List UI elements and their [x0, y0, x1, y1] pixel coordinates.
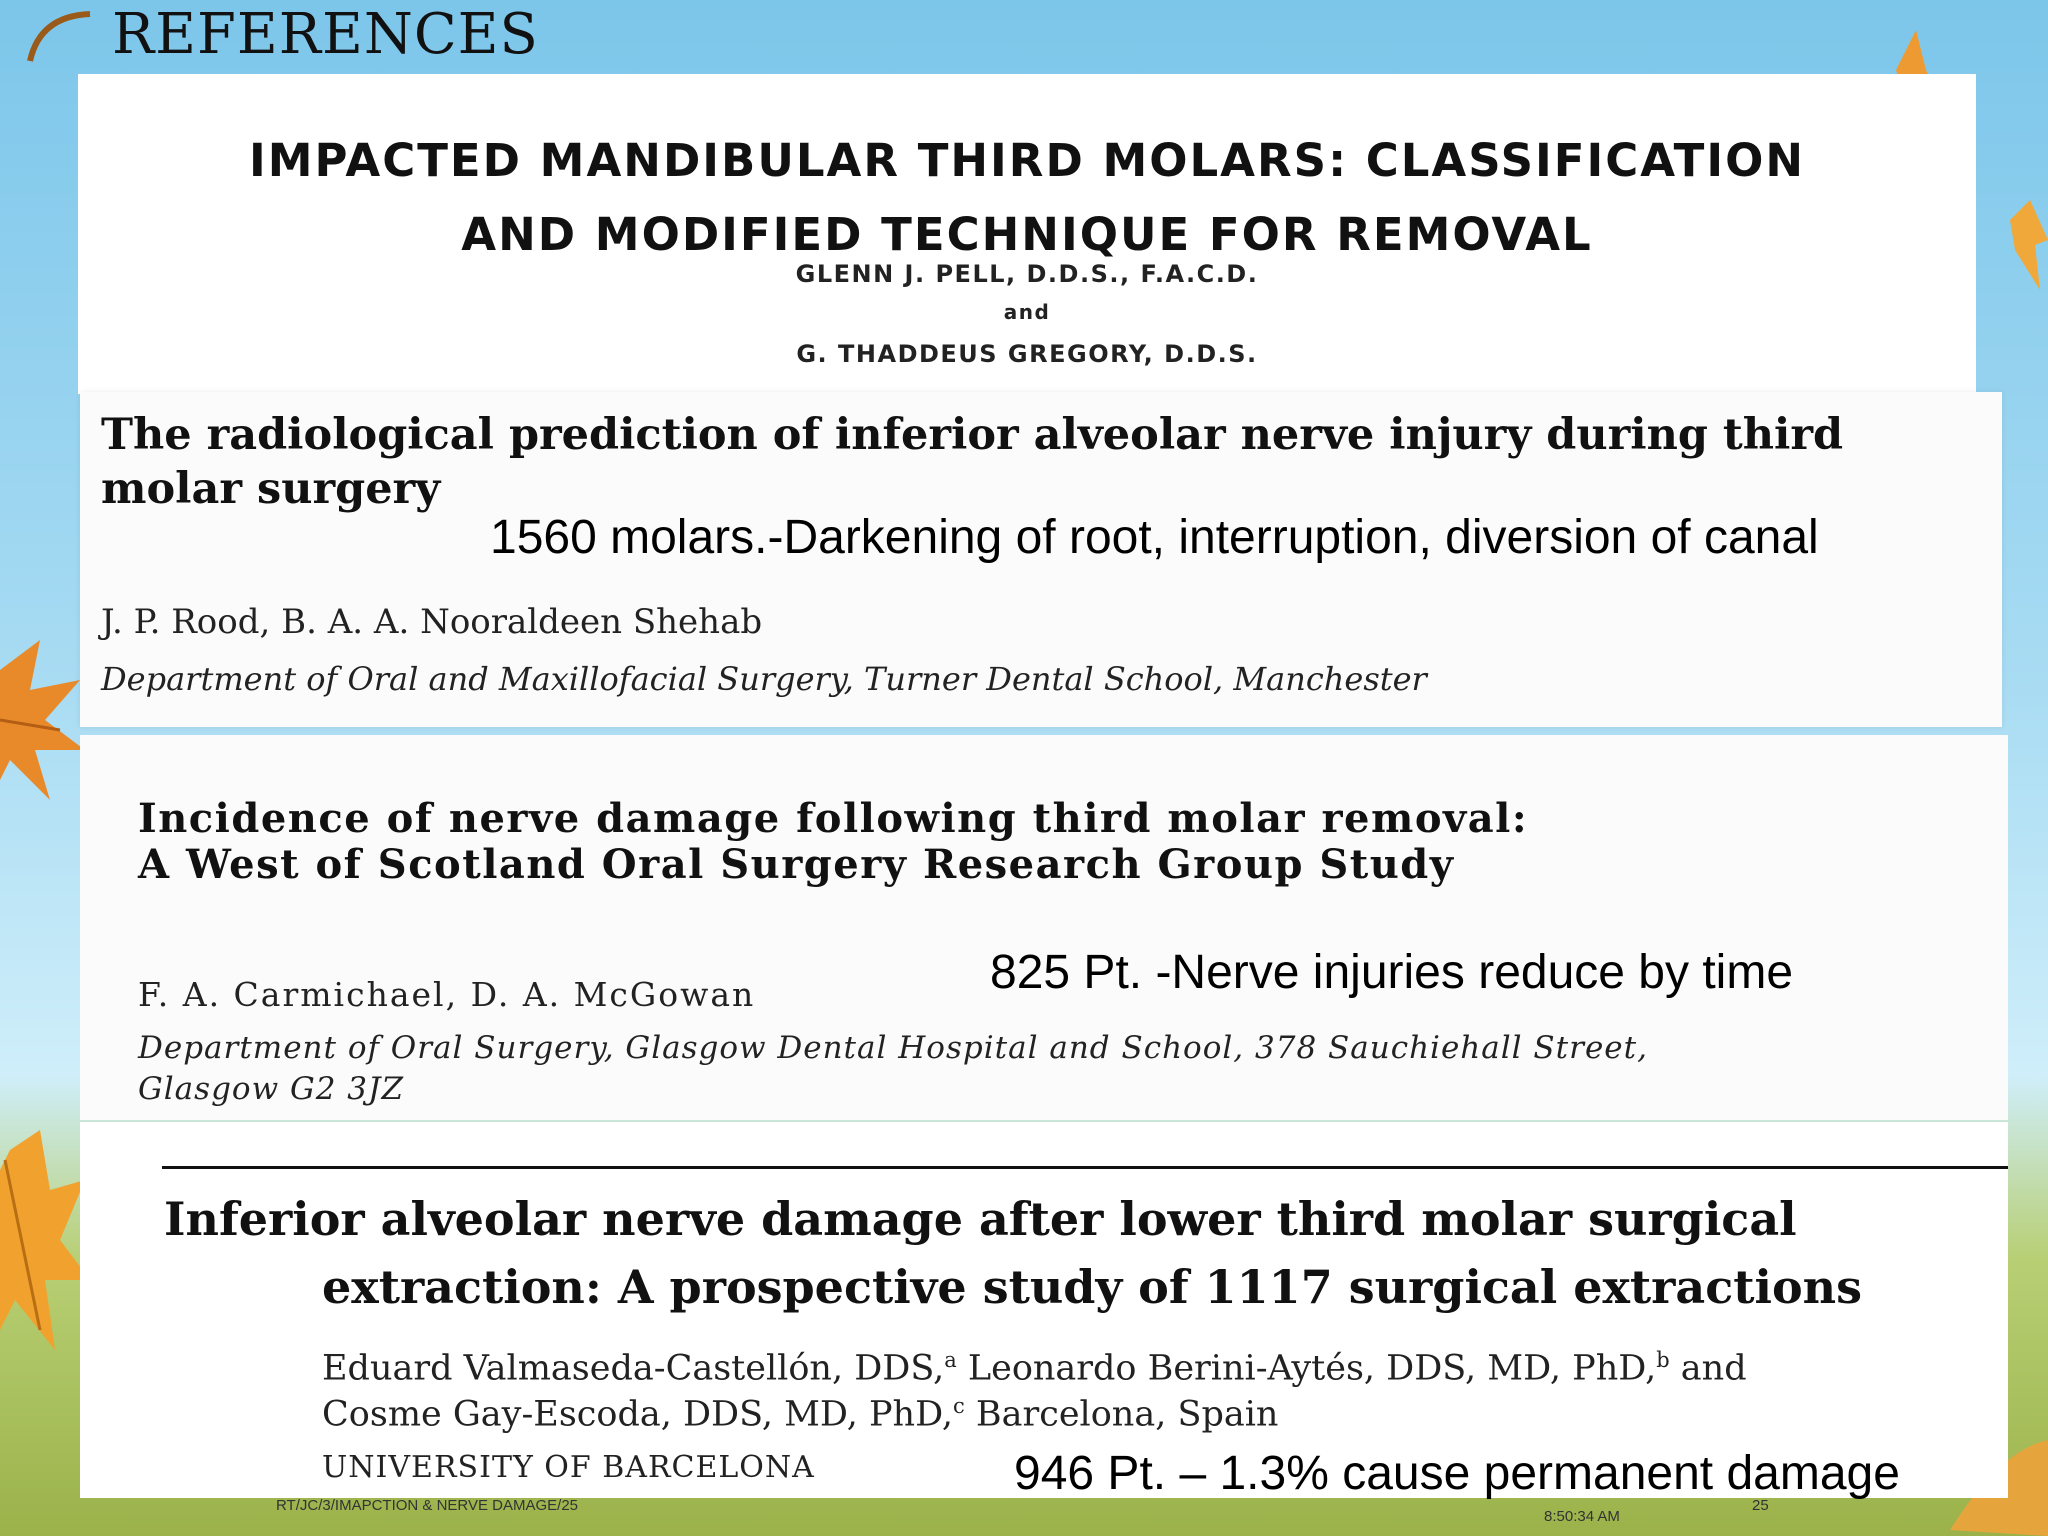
reference-1-title-line-2: AND MODIFIED TECHNIQUE FOR REMOVAL [461, 208, 1593, 261]
reference-3-authors: F. A. Carmichael, D. A. McGowan [138, 975, 756, 1014]
reference-1-author-2: G. THADDEUS GREGORY, D.D.S. [796, 340, 1258, 368]
reference-4-institution: UNIVERSITY OF BARCELONA [322, 1450, 815, 1485]
reference-1-and: and [1003, 300, 1051, 324]
reference-2-authors: J. P. Rood, B. A. A. Nooraldeen Shehab [101, 602, 763, 642]
reference-2-title-line-2: molar surgery [101, 464, 441, 514]
reference-4-authors-line-2: Cosme Gay-Escoda, DDS, MD, PhD,$^c$ Barcelona, Spain [322, 1394, 1279, 1435]
reference-2-note: 1560 molars.-Darkening of root, interruption, diversion of canal [490, 511, 1819, 564]
leaf-top-left-decoration [20, 6, 100, 66]
reference-2-title-line-1: The radiological prediction of inferior alveolar nerve injury during third [101, 410, 1844, 460]
reference-3-title-line-1: Incidence of nerve damage following third molar removal: [138, 795, 1529, 842]
leaf-left-decoration [0, 640, 90, 810]
reference-3-affiliation-line-1: Department of Oral Surgery, Glasgow Dental Hospital and School, 378 Sauchiehall Street, [138, 1030, 1648, 1066]
reference-1-author-1: GLENN J. PELL, D.D.S., F.A.C.D. [795, 260, 1259, 288]
reference-4-top-rule [162, 1166, 2008, 1169]
reference-3-title-line-2: A West of Scotland Oral Surgery Research Group Study [138, 841, 1455, 888]
reference-4-title-line-1: Inferior alveolar nerve damage after lower third molar surgical [164, 1192, 1797, 1246]
reference-2-affiliation: Department of Oral and Maxillofacial Surgery, Turner Dental School, Manchester [101, 660, 1427, 698]
footer-slide-code: RT/JC/3/IMAPCTION & NERVE DAMAGE/25 [276, 1497, 579, 1514]
slide-title: REFERENCES [112, 2, 539, 67]
reference-4-note: 946 Pt. – 1.3% cause permanent damage [1014, 1447, 1900, 1500]
leaf-bottom-left-decoration [0, 1130, 90, 1380]
reference-3-note: 825 Pt. -Nerve injuries reduce by time [990, 946, 1794, 999]
footer-time: 8:50:34 AM [1544, 1508, 1620, 1525]
leaf-right-decoration [2010, 200, 2048, 290]
reference-4-authors-line-1: Eduard Valmaseda-Castellón, DDS,$^a$ Leonardo Berini-Aytés, DDS, MD, PhD,$^b$ and [322, 1348, 1747, 1389]
reference-4-panel [80, 1122, 2008, 1498]
reference-3-affiliation-line-2: Glasgow G2 3JZ [138, 1071, 404, 1107]
reference-1-title-line-1: IMPACTED MANDIBULAR THIRD MOLARS: CLASSIFICATION [249, 134, 1805, 187]
reference-1-panel [78, 74, 1976, 394]
reference-2-panel [80, 392, 2002, 727]
footer-page-number: 25 [1752, 1497, 1769, 1514]
reference-4-title-line-2: extraction: A prospective study of 1117 surgical extractions [322, 1260, 1862, 1314]
reference-3-panel [80, 735, 2008, 1120]
